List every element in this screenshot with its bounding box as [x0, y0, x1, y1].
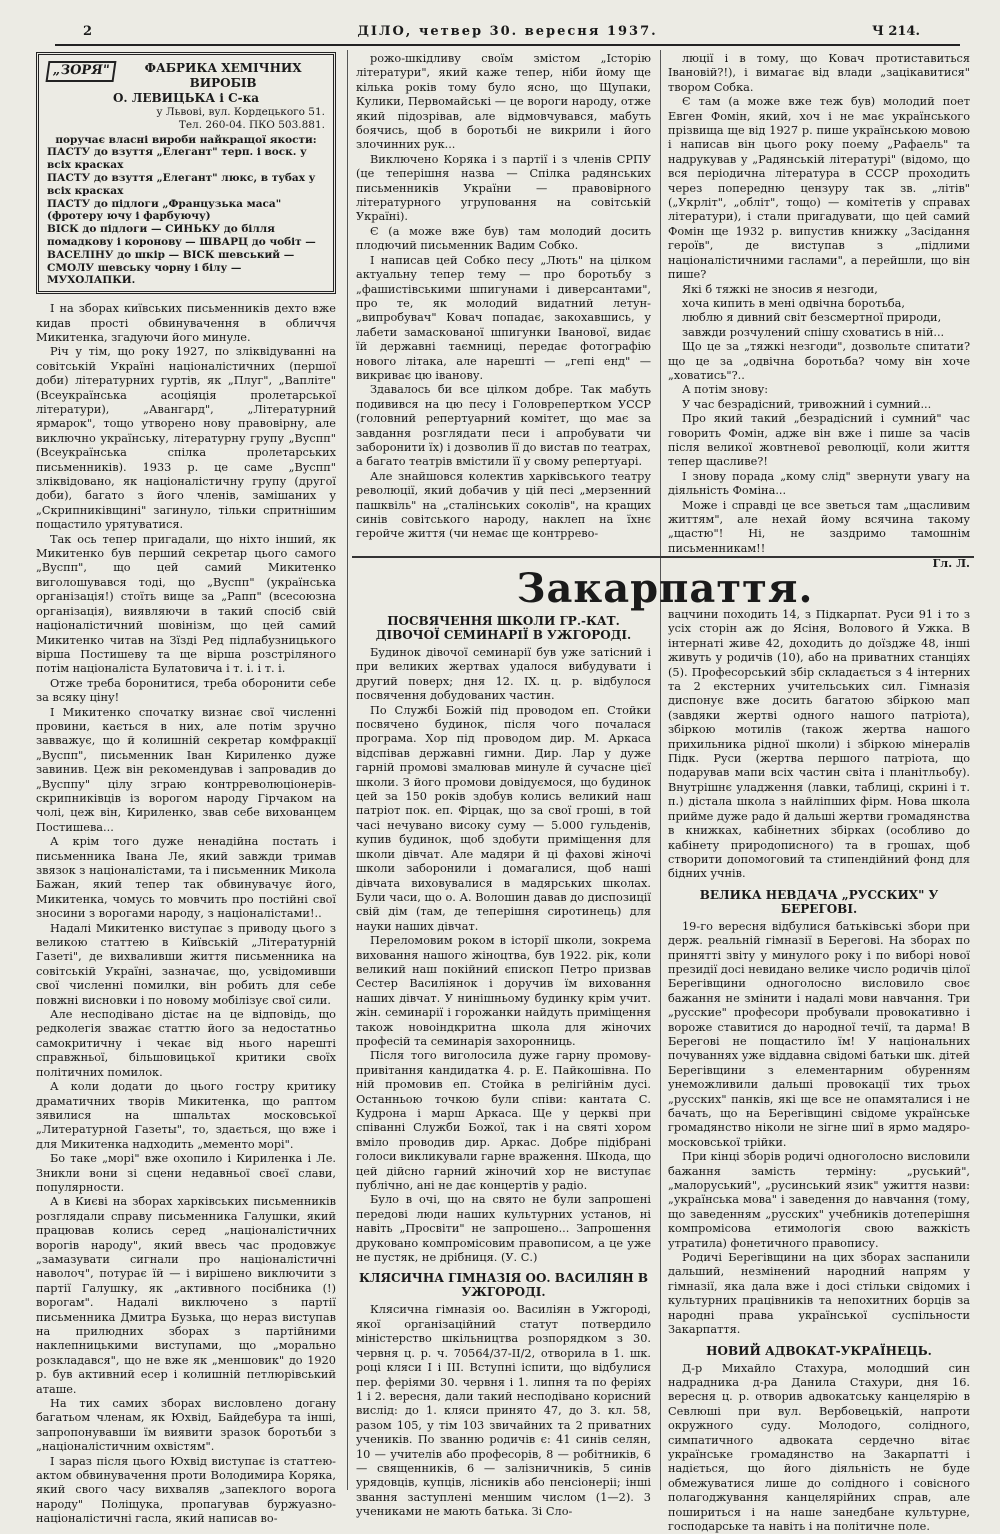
- section-title: Закарпаття.: [360, 567, 970, 611]
- article-body: [356, 646, 651, 1265]
- paragraph: При кінці зборів родичі одноголосно висловили бажання замість терміну: „руський", „малоруський", „русинський язик" ужиття назви: „українська мова" і заведення до навчання (тому, що заведенням „русских" учебників дотеперішня компромісова етимологія свою важкість утратила) фонетичного правопису.: [668, 1150, 970, 1251]
- page-header: [55, 22, 960, 46]
- article-body: [36, 302, 336, 1527]
- paragraph: Д-р Михайло Стахура, молодший син надрадника д-ра Данила Стахури, дня 16. вересня ц. р. отворив адвокатську канцелярію в Севлюші при вул. Вербовецькій, напроти окружного суду. Молодого, солідного, симпатичного адвоката сердечно вітає українське громадянство на Закарпатті і надіється, що його діяльність не буде обмежуватися лише до солідного і совісного полагоджування канцелярійних справ, але пошириться і на наше занедбане культурне, господарське та навіть і на політичне поле.: [668, 1362, 970, 1534]
- ad-intro: поручає власні вироби найкращої якости:: [47, 134, 325, 147]
- masthead: ДІЛО, четвер 30. вересня 1937.: [55, 24, 960, 39]
- paragraph: На тих самих зборах висловлено догану багатьом членам, як Юхвід, Байдебура та інші, запропонувавши їм виявити зразок боротьби з „націоналістичним охвістям".: [36, 1397, 336, 1455]
- paragraph: Гл. Л.: [668, 556, 970, 570]
- column-rule: [347, 50, 348, 1490]
- ad-product: ВІСК до підлоги — СИНЬКУ до білля помадкову і короновy — ШВАРЦ до чобіт — ВАСЕЛІНУ до шкір — ВІСК шевський — СМОЛУ шевську чорну і білу — МУХОЛАПКИ.: [47, 223, 325, 287]
- paragraph: Було в очі, що на свято не були запрошені передові люди наших культурних установ, ні навіть „Просвіти" не запрошено... Запрошення друковано компромісовим правописом, а це уже не пустяк, не дрібниця. (У. С.): [356, 1193, 651, 1265]
- paragraph: Так ось тепер пригадали, що ніхто інший, як Микитенко був перший секретар цього самого „Вуспп", що цей самий Микитенко виголошувався тоді, що „Вуспп" (українська організація!) стоїть вище за „Рапп" (всесоюзна організація), виявляючи в такий спосіб свій націоналістичний шовінізм, що цей самий Микитенко читав на Зїзді Ред підлабузницького вірша Постишеву та ще вірша розстріляного потім націоналіста Булатовича і т. і. і т. і.: [36, 533, 336, 677]
- paragraph: Здавалось би все цілком добре. Так мабуть подивився на цю песу і Головрепертком УССР (головний репертуарний комітет, що має за завдання розглядати песи і апробувати чи заборонити їх) і дозволив її до вистав по театрах, а багато театрів вмістили її у свому репертуарі.: [356, 383, 651, 469]
- article-body: [668, 920, 970, 1338]
- paragraph: Бо таке „морі" вже охопило і Кириленка і Ле. Зникли вони зі сцени недавньої своєї слави, популярности.: [36, 1152, 336, 1195]
- paragraph: І написав цей Собко песу „Лють" на цілком актуальну тепер тему — про боротьбу з „фашистівськими шпигунами і диверсантами", про те, як молодий видатний летун-„випробувач" Ковач попадає, закохавшись, у лабети замаскованої шпигунки Іванової, видає їй державні таємниці, передає фотографію нового літака, але нарешті — „гепі енд" — викриває цю іванову.: [356, 254, 651, 384]
- paragraph: Є (а може вже був) там молодий досить плодючий письменник Вадим Собко.: [356, 225, 651, 254]
- paragraph: І зараз після цього Юхвід виступає із статтею-актом обвинувачення проти Володимира Коряка, який свого часу вихваляв „запеклого ворога народу" Поліщука, пропагував буржуазно-націоналістичні гасла, який написав во-: [36, 1455, 336, 1527]
- ad-logo: „ЗОРЯ": [46, 61, 117, 82]
- paragraph: завжди розчулений спішу сховатись в ній...: [668, 326, 970, 340]
- paragraph: рожо-шкідливу своїм змістом „Історію літератури", який каже тепер, ніби йому ще кілька років тому було ясно, що Щупаки, Кулики, Первомайські — це вороги народу, отже який підозрівав, але відмовчувався, мабуть боячись, щоб в боротьбі не викрили і його злочинних рук...: [356, 52, 651, 153]
- article-continuation: вацчини походить 14, з Підкарпат. Руси 91 і то з усіх сторін аж до Ясіня, Волового й Ужка. В інтернаті живе 42, доходить до доїздже 48, інші живуть у родичів (10), або на приватних станціях (5). Професорський збір складається з 4 інтерних та 2 екстерних учительських сил. Гімназія диспонує вже досить багатою збіркою мап (завдяки жертві одного нашого патріота), збіркою мотилів (також жертва нашого прихильника рідної школи) і збіркою мінералів Підк. Руси (жертва першого патріота, що подарував мапи всіх частин світа і планітльобу). Внутрішнє уладження (лавки, таблиці, скрині і т. п.) дістала школа з найліпших фірм. Нова школа прийме дуже радо й дальші жертви громадянства в книжках, кабінетних збірках (особливо до кабінету природописного) та в грошах, щоб створити допомоговий та стипендійний фонд для бідних учнів.: [668, 608, 970, 882]
- ad-firm-name: ФАБРИКА ХЕМІЧНИХ ВИРОБІВ: [47, 61, 325, 91]
- paragraph: Може і справді це все зветься там „щасливим життям", але нехай йому всячина такому „щастю"! Ні, не заздримо тамошнім письменникам!!: [668, 499, 970, 557]
- ad-address: у Львові, вул. Кордецького 51.: [47, 106, 325, 119]
- paragraph: Отже треба боронитися, треба оборонити себе за всяку ціну!: [36, 677, 336, 706]
- ad-firm-owner: О. ЛЕВИЦЬКА і С-ка: [47, 91, 325, 106]
- article-title: ПОСВЯЧЕННЯ ШКОЛИ ГР.-КАТ. ДІВОЧОЇ СЕМИНАРІЇ В УЖГОРОДІ.: [356, 614, 651, 642]
- paragraph: По Службі Божій під проводом еп. Стойки посвячено будинок, після чого почалася програма. Хор під проводом дир. М. Аркаса відспівав державні гимни. Дир. Лар у дуже гарній промові змалював минуле й сучасне цієї школи. З його промови довідуємося, що будинок цей за 150 років здобув колись великий наш патріот пок. еп. Фірцак, що за свої гроші, в той часі нечувано високу суму — 5.000 гульденів, купив будинок, щоб здобути приміщення для школи дівчат. Але мадяри й ці фахові жіночі школи заборонили і домагалися, щоб наші дівчата виховувалися в мадярських школах. Були часи, що о. А. Волошин давав до диспозиції свій дім (там, де теперішня сиротинець) для науки наших дівчат.: [356, 704, 651, 935]
- paragraph: І Микитенко спочатку визнає свої численні провини, кається в них, але потім зручно завважує, що й колишній секретар комфракції „Вуспп", письменник Іван Кириленко дуже завинив. Цеж він рекомендував і запровадив до „Вусппу" цілу зграю контрреволюціонерів-скрипниківців із ворогом народу Гірчаком на чолі, цеж він, Кириленко, звав себе вихованцем Постишева...: [36, 706, 336, 836]
- paragraph: Будинок дівочої семинарії був уже затісний і при великих жертвах удалося вибудувати і другий поверх; дня 12. IX. ц. р. відбулося посвячення добудованих частин.: [356, 646, 651, 704]
- paragraph: Які б тяжкі не зносив я незгоди,: [668, 283, 970, 297]
- article-body: [668, 1362, 970, 1534]
- paragraph: Але знайшовся колектив харківського театру революції, який добачив у цій песі „мерзенний пашквіль" на „сталінських соколів", на кращих синів совітського народу, наклеп на їхнє геройче життя (чи немає ще контррево-: [356, 470, 651, 542]
- paragraph: хоча кипить в мені одвічна боротьба,: [668, 297, 970, 311]
- ad-product: ПАСТУ до взуття „Елегант" терп. і воск. у всіх красках: [47, 146, 325, 172]
- article-title: КЛЯСИЧНА ГІМНАЗІЯ ОО. ВАСИЛІЯН В УЖГОРОДІ.: [356, 1271, 651, 1299]
- paragraph: люблю я дивний світ безсмертної природи,: [668, 311, 970, 325]
- paragraph: Клясична гімназія оо. Василіян в Ужгороді, якої організаційний статут потвердило міністерство шкільництва розпорядком з 30. червня ц. р. ч. 70564/37-II/2, отворила в 1. шк. році кляси І і III. Вступні іспити, що відбулися пер. феріями 30. червня і 1. липня та по феріях 1 і 2. вересня, дали такий несподівано корисний вислід: до 1. кляси принято 47, до 3. кл. 58, разом 105, у тім 103 звичайних та 2 приватних учеників. По званню родичів є: 41 синів селян, 10 — учителів або професорів, 8 — робітників, 6 — священників, 6 — залізничників, 5 синів урядовців, купців, лісників або пенсіонеріі; інші звання заступлені меншим числом (1—2). 3 учениками не мають батька. Зі Сло-: [356, 1303, 651, 1519]
- paragraph: Але несподівано дістає на це відповідь, що редколегія зважає статтю його за недостатньо самокритичну і чекає від нього нарешті справжньої, більшовицької критики своїх політичних помилок.: [36, 1008, 336, 1080]
- paragraph: Що це за „тяжкі незгоди", дозвольте спитати? що це за „одвічна боротьба? чому він хоче „ховатись"?..: [668, 340, 970, 383]
- paragraph: А коли додати до цього гостру критику драматичних творів Микитенка, що раптом зявилися на шпальтах московської „Литературной Газеты", то, здається, що вже і для Микитенка надходить „мементо морі".: [36, 1080, 336, 1152]
- paragraph: Є там (а може вже теж був) молодий поет Евген Фомін, який, хоч і не має українського прізвища ще від 1927 р. пише українською мовою і написав він цього року поему „Рафаель" та надрукував у „Радянській літературі" (відомо, що вся періодична література в СССР проходить через попередню цензуру так зв. „літів" („Укрліт", „обліт", тощо) — комітетів у справах літератури), і стали пригадувати, що цей самий Фомін ще 1932 р. випустив книжку „Засідання героїв", де виступав з „підлими націоналістичними гаслами", а перейшли, що він пише?: [668, 95, 970, 282]
- article-body: [356, 1303, 651, 1519]
- article-body: [356, 52, 651, 542]
- paragraph: Переломовим роком в історії школи, зокрема виховання нашого жіноцтва, був 1922. рік, коли великий наш покійний єпископ Петро призвав Сестер Василіянок і доручив їм виховання наших дівчат. У нинішньому будинку крім учит. жін. семинарії і горожанки найдуть приміщення також новоіндкритна школа для жіночих професій та семинарія захоронниць.: [356, 934, 651, 1049]
- article-title: НОВИЙ АДВОКАТ-УКРАЇНЕЦЬ.: [668, 1344, 970, 1358]
- paragraph: А в Києві на зборах харківських письменників розглядали справу письменника Галушки, який працював колись серед „націоналістичних ворогів народу", який ввесь час продовжує „замазувати сигнали про націоналістичні наволоч", потурає їй — і вирішено виключити з партії Галушку, як „активного посібника (!) ворогам". Надалі виключено з партії письменника Дмитра Бузька, що нераз виступав на прилюдних зборах з партійними наклепницькими виступами, що „морально розкладався", що не вже як „меншовик" до 1920 р. був активний есер і колишній петлюрівський аташе.: [36, 1195, 336, 1397]
- paragraph: А потім знову:: [668, 383, 970, 397]
- ad-phone: Тел. 260-04. ПКО 503.881.: [47, 119, 325, 132]
- paragraph: І на зборах київських письменників дехто вже кидав прості обвинувачення в обличчя Микитенка, згадуючи його минуле.: [36, 302, 336, 345]
- paragraph: Після того виголосила дуже гарну промову-привітання кандидатка 4. р. Е. Пайкошівна. По ній промовив еп. Стойка в релігійнім дусі. Останньою точкою були співи: кантата С. Кудрона і марш Аркаса. Ще у церкві при співанні Служби Божої, так і на святі хором вміло проводив дир. Аркас. Добре підібрані голоси викликували гарне враження. Шкода, що цей дійсно гарний жіночий хор не виступає публічно, ані не дає концертів у радіо.: [356, 1049, 651, 1193]
- paragraph: Виключено Коряка і з партії і з членів СРПУ (це теперішня назва — Спілка радянських письменників України — правовірного літературного угруповання на совітській Україні).: [356, 153, 651, 225]
- paragraph: 19-го вересня відбулися батьківські збори при держ. реальній гімназії в Берегові. На зборах по принятті звіту у минулого року і по виборі нової президії досі невидано велике число родичів цілої Берегівщини одноголосно висловило своє бажання не змінити і надалі мови навчання. Три „русские" професори пробували провокативно і вороже ставитися до народної течії, та дарма! В Берегові не пощастило їм! У національних почуваннях уже віддавна свідомі батьки шк. дітей Берегівщини з елементарним обуренням унеможливили дальші провокації тих трьох „русских" панків, які ще все не опамяталися і не бачать, що на Берегівщині свідоме українське громадянство ніколи не зігне шиї в ярмо мадяро-московської трійки.: [668, 920, 970, 1151]
- column-3: [668, 52, 970, 571]
- advertisement: [36, 52, 336, 294]
- column-rule: [660, 50, 661, 1490]
- column-1: [36, 52, 336, 1527]
- paragraph: Надалі Микитенко виступає з приводу цього з великою статтею в Київській „Літературній Газеті", де вихваливши життя письменника на совітській Україні, зазначає, що, усвідомивши свої численні помилки, він робить для себе повжні висновки і по новому мобілізує свої сили.: [36, 922, 336, 1008]
- column-2: [356, 52, 651, 542]
- paragraph: Річ у тім, що року 1927, по зліквідуванні на совітській Україні націоналістичних (першої доби) літературних гуртів, як „Плуг", „Вапліте" (Всеукраїнська асоціяція пролетарської літератури), „Авангард", „Літературний ярмарок", тощо утворено нову правовірну, але виключно українську, літературну групу „Вуспп" (Всеукраїнська спілка пролетарських письменників). 1933 р. це саме „Вуспп" зліквідовано, як націоналістичну групу (другої доби), багато з його членів, замішаних у „Скрипниківщині" загинуло, тільки спритнішим пощастило урятуватися.: [36, 345, 336, 532]
- column-2-lower: [356, 608, 651, 1520]
- paragraph: А крім того дуже ненадійна постать і письменника Івана Ле, який завжди тримав звязок з націоналістами, та і письменник Микола Бажан, який тепер так обвинувачує його, Микитенка, чомусь то мовчить про постійні свої зносини з ворогами народу, з націоналістами!..: [36, 835, 336, 921]
- ad-product: ПАСТУ до взуття „Елегант" люкс, в тубах у всіх красках: [47, 172, 325, 198]
- column-3-lower: [668, 608, 970, 1534]
- paragraph: Про який такий „безрадісний і сумний" час говорить Фомін, адже він вже і пише за часів після великої жовтневої революції, коли життя тепер щасливе?!: [668, 412, 970, 470]
- paragraph: І знову порада „кому слід" звернути увагу на діяльність Фоміна...: [668, 470, 970, 499]
- ad-product: ПАСТУ до підлоги „Французька маса" (фротеру ючу і фарбуючу): [47, 198, 325, 224]
- article-body: [668, 52, 970, 571]
- page-number: 2: [83, 24, 92, 39]
- paragraph: Родичі Берегівщини на цих зборах заспанили дальший, незмінений народний напрям у гімназії, яка дала вже і досі стільки свідомих і культурних працівників та непохитних борців за народні права української суспільности Закарпаття.: [668, 1251, 970, 1337]
- paragraph: У час безрадісний, тривожний і сумний...: [668, 398, 970, 412]
- issue-number: Ч 214.: [872, 24, 920, 39]
- paragraph: люції і в тому, що Ковач протиставиться Івановій?!), і вимагає від влади „зацікавитися" твором Собка.: [668, 52, 970, 95]
- article-title: ВЕЛИКА НЕВДАЧА „РУССКИХ" У БЕРЕГОВІ.: [668, 888, 970, 916]
